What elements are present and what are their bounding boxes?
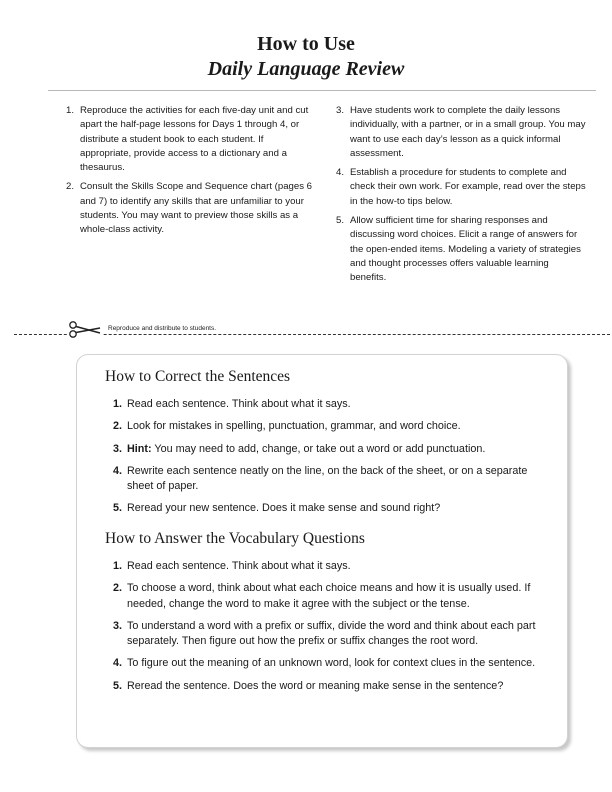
item-number: 2. (113, 582, 123, 595)
scissors-icon (68, 318, 102, 340)
title-line-1: How to Use (257, 33, 355, 55)
item-text: To understand a word with a prefix or suffix, divide the word and think about each part separately. Then figure out how the prefix or suffix changes the root word. (127, 619, 536, 648)
item-number: 5. (113, 502, 123, 515)
item-number: 4. (113, 464, 123, 477)
item-text: Rewrite each sentence neatly on the line, on the back of the sheet, or on a separate sheet of paper. (127, 464, 528, 493)
item-number: 3. (113, 442, 123, 455)
item-number: 5. (113, 679, 123, 692)
item-number: 1. (66, 105, 75, 116)
item-text: To choose a word, think about what each choice means and how it is usually used. If needed, change the word to make it agree with the subject or the tense. (127, 582, 531, 610)
intro-list-right (336, 104, 586, 291)
item-text: Consult the Skills Scope and Sequence chart (pages 6 and 7) to identify any skills that are unfamiliar to your students. You may want to preview those skills as a whole-class activity. (80, 181, 312, 236)
list-item (113, 581, 553, 612)
list-item (113, 501, 553, 516)
item-text: To figure out the meaning of an unknown word, look for context clues in the sentence. (127, 657, 536, 670)
vocabulary-steps-list (113, 559, 553, 701)
item-text: Reread the sentence. Does the word or meaning make sense in the sentence? (127, 679, 504, 692)
list-item (336, 214, 586, 285)
item-text: Read each sentence. Think about what it says. (127, 560, 351, 572)
cut-instruction: Reproduce and distribute to students. (108, 325, 217, 332)
item-text: Read each sentence. Think about what it says. (127, 398, 351, 410)
cut-line (0, 318, 612, 342)
list-item (66, 180, 316, 237)
list-item (113, 397, 553, 412)
item-text: Reproduce the activities for each five-day unit and cut apart the half-page lessons for Days 1 through 4, or distribute a student book to each student. If appropriate, provide access to a dictionary and a thesaurus. (80, 105, 309, 174)
vocabulary-heading: How to Answer the Vocabulary Questions (105, 530, 365, 547)
item-text: Look for mistakes in spelling, punctuation, grammar, and word choice. (127, 420, 461, 433)
student-tips-panel (76, 354, 568, 748)
item-number: 2. (66, 181, 75, 193)
list-item (336, 104, 586, 161)
hint-label: Hint: (127, 442, 152, 455)
page-title (0, 32, 612, 82)
title-line-2: Daily Language Review (207, 58, 405, 80)
item-number: 4. (113, 657, 123, 670)
list-item (113, 442, 553, 457)
item-number: 1. (113, 560, 123, 572)
list-item (113, 559, 553, 574)
intro-list-left (66, 104, 316, 243)
item-number: 4. (336, 167, 345, 179)
list-item (66, 104, 316, 175)
correct-steps-list (113, 397, 553, 524)
item-text: Establish a procedure for students to complete and check their own work. For example, read over the steps in the how-to tips below. (350, 167, 586, 207)
item-number: 5. (336, 215, 345, 227)
dashed-cut-line (14, 334, 610, 335)
list-item (336, 166, 586, 209)
correct-sentences-heading: How to Correct the Sentences (105, 368, 291, 385)
item-number: 3. (336, 105, 345, 116)
item-number: 1. (113, 398, 123, 410)
item-text: Allow sufficient time for sharing responses and discussing word choices. Elicit a range of answers for the open-ended items. Modeling a variety of strategies and thought processes offers valuable learning benefits. (350, 215, 581, 284)
list-item (113, 419, 553, 434)
item-number: 2. (113, 420, 123, 433)
title-rule (48, 90, 596, 91)
item-text: You may need to add, change, or take out a word or add punctuation. (154, 442, 486, 455)
list-item (113, 619, 553, 650)
item-text: Reread your new sentence. Does it make sense and sound right? (127, 502, 441, 515)
item-number: 3. (113, 619, 123, 632)
list-item (113, 464, 553, 495)
list-item (113, 656, 553, 671)
item-text: Have students work to complete the daily lessons individually, with a partner, or in a small group. You may want to use each day’s lesson as a quick informal assessment. (350, 105, 586, 159)
list-item (113, 679, 553, 694)
